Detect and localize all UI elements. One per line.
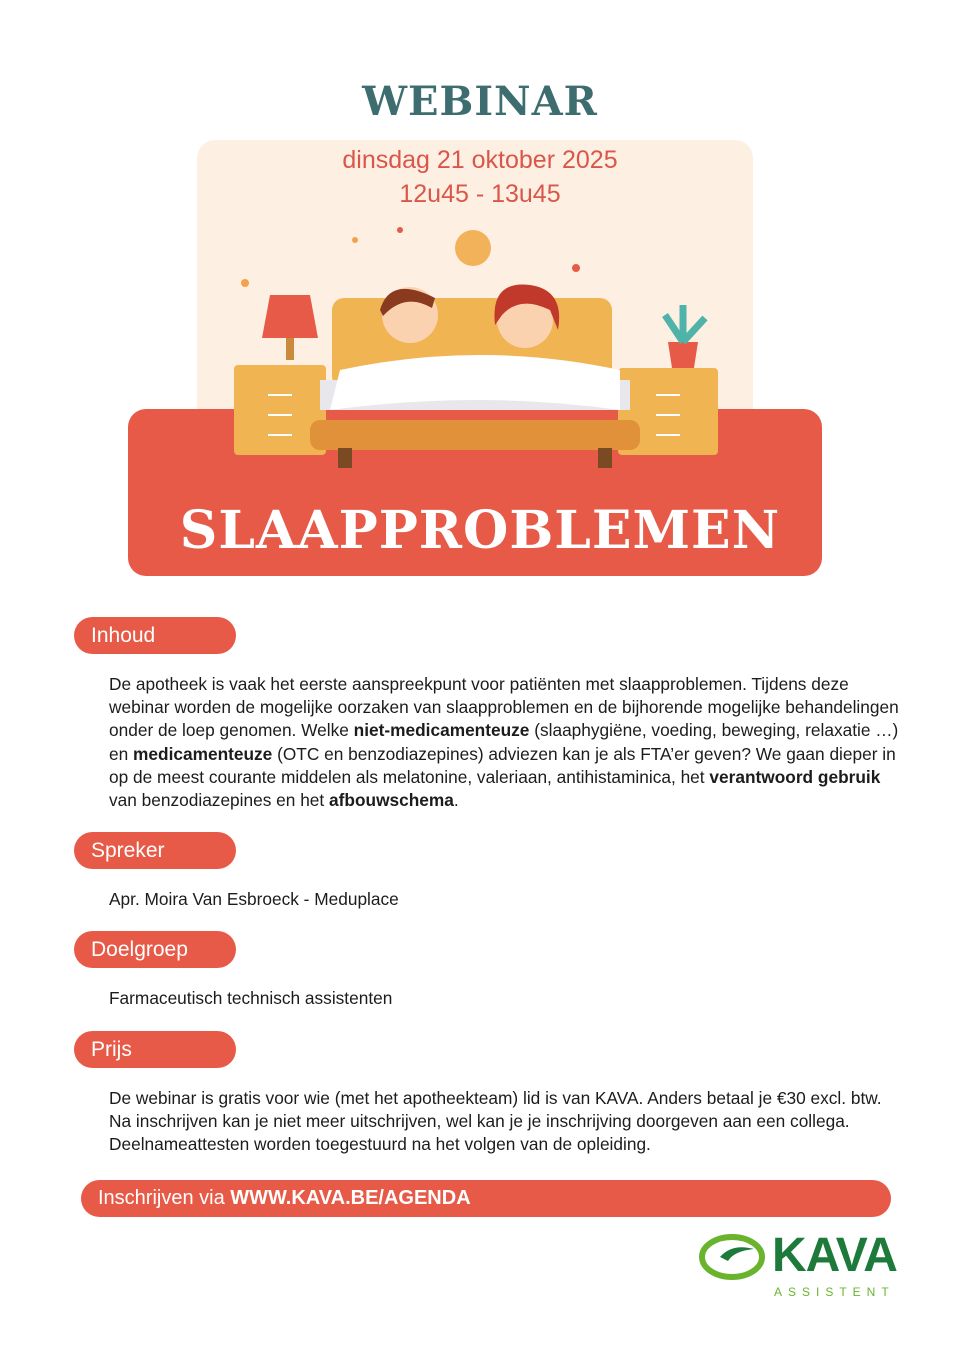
logo-name: KAVA: [772, 1229, 897, 1283]
spreker-text: Apr. Moira Van Esbroeck - Meduplace: [109, 889, 399, 910]
kava-logo: [698, 1231, 908, 1305]
bold-term: niet-medicamenteuze: [353, 720, 530, 741]
text-segment: (OTC en benzodiazepines) adviezen kan je als FTA’er geven? We gaan dieper in op de meest courante middelen als melatonine, valeriaan, antihistaminica, het: [109, 743, 896, 787]
prijs-text: De webinar is gratis voor wie (met het apotheekteam) lid is van KAVA. Anders betaal je €30 excl. btw. Na inschrijven kan je niet meer uitschrijven, wel kan je je inschrijving doorgeven aan een collega. Deelnameattesten worden toegestuurd na het volgen van de opleiding.: [109, 1087, 882, 1155]
event-date: dinsdag 21 oktober 2025: [342, 146, 618, 174]
doelgroep-text: Farmaceutisch technisch assistenten: [109, 988, 393, 1009]
banner-title: SLAAPPROBLEMEN: [179, 500, 781, 561]
text-segment: .: [453, 790, 459, 811]
register-prefix: Inschrijven via: [98, 1187, 231, 1210]
event-time: 12u45 - 13u45: [399, 180, 561, 208]
content-column: [0, 617, 960, 1305]
bold-term: verantwoord gebruik: [709, 766, 881, 787]
inhoud-text: [109, 673, 899, 812]
webinar-title: WEBINAR: [362, 78, 598, 125]
logo-sub: ASSISTENT: [774, 1285, 895, 1300]
event-datetime: [0, 143, 960, 211]
register-banner[interactable]: [81, 1180, 891, 1217]
text-segment: van benzodiazepines en het: [109, 790, 330, 811]
text-segment: De apotheek is vaak het eerste aanspreekpunt voor patiënten met slaapproblemen. Tijdens deze webinar worden de mogelijke oorzaken van slaapproblemen en de bijhorende mogelijke behandelingen onder de loep genomen. Welke: [109, 674, 899, 741]
section-label-prijs: Prijs: [74, 1031, 236, 1068]
bold-term: medicamenteuze: [133, 743, 273, 764]
register-link[interactable]: WWW.KAVA.BE/AGENDA: [230, 1187, 471, 1210]
bold-term: afbouwschema: [329, 790, 454, 811]
section-label-inhoud: Inhoud: [74, 617, 236, 654]
kava-swirl-icon: [698, 1231, 770, 1287]
section-label-spreker: Spreker: [74, 832, 236, 869]
text-segment: (slaaphygiëne, voeding, beweging, relaxatie …) en: [109, 720, 899, 764]
bedroom-illustration: [220, 220, 740, 480]
section-label-doelgroep: Doelgroep: [74, 931, 236, 968]
